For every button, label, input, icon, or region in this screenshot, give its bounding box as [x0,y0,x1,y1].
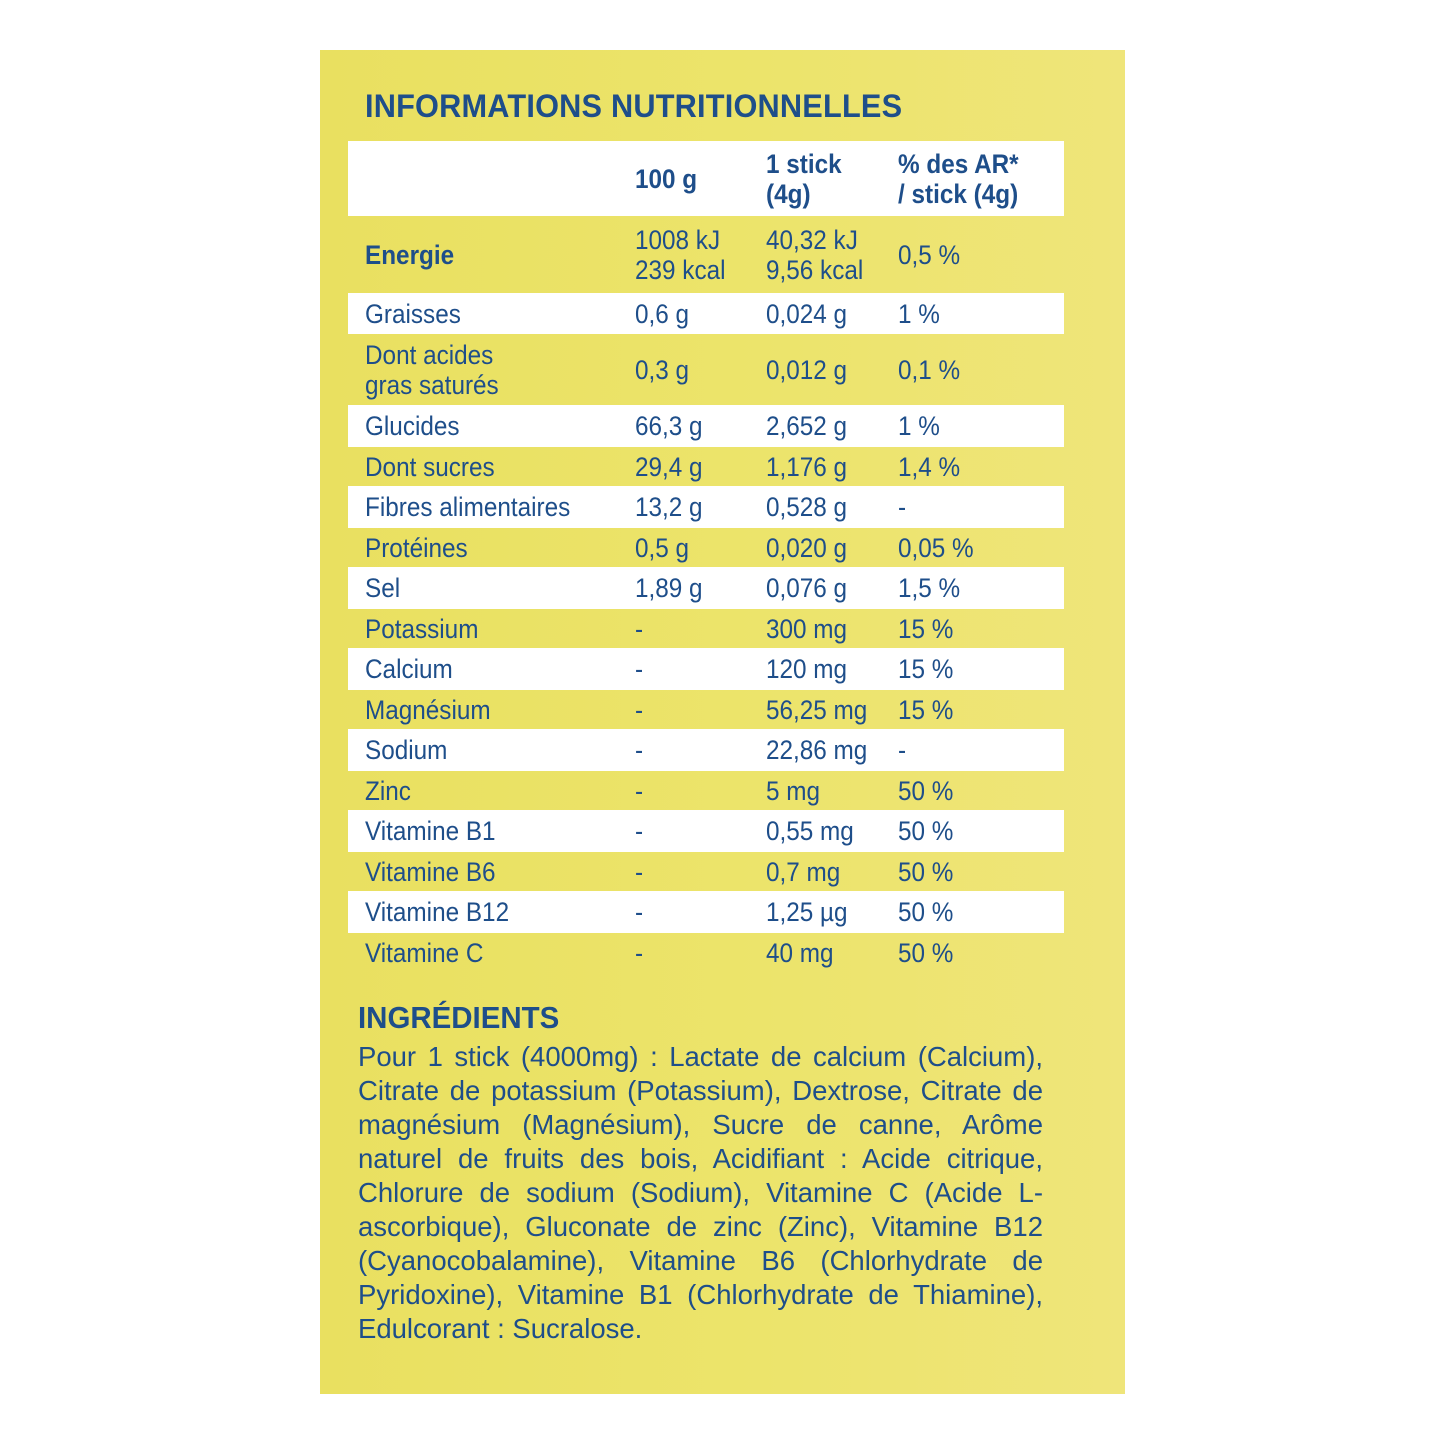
value-ar: 50 % [898,856,954,887]
value-100g: 1008 kJ 239 kcal [635,224,726,285]
header-cell-ar: % des AR* / stick (4g) [898,148,1019,209]
value-ar: 50 % [898,937,954,968]
nutrient-name: Vitamine C [365,937,484,968]
value-stick: 300 mg [766,613,848,644]
value-100g: - [635,775,644,806]
ingredients-title: INGRÉDIENTS [358,1000,560,1035]
value-100g: 0,6 g [635,298,690,329]
nutrient-name: Fibres alimentaires [365,492,571,522]
table-row [348,933,1064,972]
table-row [348,334,1064,405]
nutrient-name: Protéines [365,532,468,563]
nutrient-name: Dont sucres [365,451,495,482]
value-100g: - [635,694,644,725]
value-100g: 29,4 g [635,451,703,482]
value-ar: 1,4 % [898,451,961,482]
table-row [348,690,1064,729]
value-stick: 0,7 mg [766,856,841,887]
value-stick: 0,024 g [766,298,848,329]
value-100g: - [635,937,644,968]
table-row [348,852,1064,891]
nutrient-name: Vitamine B1 [365,816,496,846]
table-row [348,216,1064,293]
value-ar: 50 % [898,775,954,806]
value-stick: 22,86 mg [766,735,868,765]
nutrient-name: Magnésium [365,694,491,725]
nutrient-name: Graisses [365,298,461,329]
nutrient-name: Calcium [365,654,453,684]
nutrient-name: Zinc [365,775,411,806]
nutrition-table [348,141,1064,972]
value-100g: - [635,735,644,765]
ingredients-section [358,1000,1043,1346]
value-stick: 40,32 kJ 9,56 kcal [766,224,864,285]
table-row [348,648,1064,690]
value-stick: 120 mg [766,654,848,684]
value-100g: - [635,816,644,846]
value-stick: 0,020 g [766,532,848,563]
value-100g: - [635,856,644,887]
table-row [348,405,1064,447]
value-stick: 1,176 g [766,451,848,482]
nutrition-panel [320,50,1125,1394]
nutrient-name: Sel [365,573,401,603]
value-ar: 15 % [898,654,954,684]
value-stick: 56,25 mg [766,694,868,725]
nutrient-name: Potassium [365,613,479,644]
value-ar: 0,5 % [898,239,961,270]
nutrient-name: Sodium [365,735,448,765]
value-100g: - [635,654,644,684]
table-row [348,567,1064,609]
value-stick: 1,25 µg [766,897,848,927]
nutrient-name: Vitamine B12 [365,897,510,927]
value-ar: 1,5 % [898,573,961,603]
table-row [348,293,1064,334]
value-100g: 66,3 g [635,411,703,441]
table-row [348,891,1064,933]
value-ar: - [898,735,907,765]
value-ar: 50 % [898,816,954,846]
value-100g: 1,89 g [635,573,703,603]
table-row [348,771,1064,810]
value-stick: 0,528 g [766,492,848,522]
value-ar: 0,1 % [898,354,961,385]
header-cell-100g: 100 g [635,163,698,194]
value-100g: - [635,613,644,644]
value-ar: - [898,492,907,522]
nutrient-name: Dont acides gras saturés [365,339,499,400]
value-ar: 50 % [898,897,954,927]
value-stick: 2,652 g [766,411,848,441]
table-row [348,810,1064,852]
value-ar: 1 % [898,298,940,329]
value-ar: 0,05 % [898,532,974,563]
nutrient-name: Vitamine B6 [365,856,496,887]
value-stick: 0,012 g [766,354,848,385]
value-ar: 15 % [898,694,954,725]
table-row [348,486,1064,528]
ingredients-text: Pour 1 stick (4000mg) : Lactate de calcium (Calcium), Citrate de potassium (Potassium), Dextrose, Citrate de magnésium (Magnésium), Sucre de canne, Arôme naturel de fruits des bois, Acidifiant : Acide citrique, Chlorure de sodium (Sodium), Vitamine C (Acide L-ascorbique), Gluconate de zinc (Zinc), Vitamine B12 (Cyanocobalamine), Vitamine B6 (Chlorhydrate de Pyridoxine), Vitamine B1 (Chlorhydrate de Thiamine), Edulcorant : Sucralose. [358,1041,1043,1344]
table-row [348,528,1064,567]
value-ar: 15 % [898,613,954,644]
value-100g: 13,2 g [635,492,703,522]
value-stick: 0,55 mg [766,816,854,846]
table-header-row [348,141,1064,216]
value-100g: 0,5 g [635,532,690,563]
value-100g: 0,3 g [635,354,690,385]
nutrient-name: Glucides [365,411,460,441]
table-row [348,729,1064,771]
nutrient-name: Energie [365,239,455,270]
value-stick: 0,076 g [766,573,848,603]
nutrition-title: INFORMATIONS NUTRITIONNELLES [365,88,903,124]
value-100g: - [635,897,644,927]
table-row [348,447,1064,486]
value-stick: 5 mg [766,775,821,806]
table-row [348,609,1064,648]
value-stick: 40 mg [766,937,834,968]
value-ar: 1 % [898,411,940,441]
header-cell-stick: 1 stick (4g) [766,148,842,209]
